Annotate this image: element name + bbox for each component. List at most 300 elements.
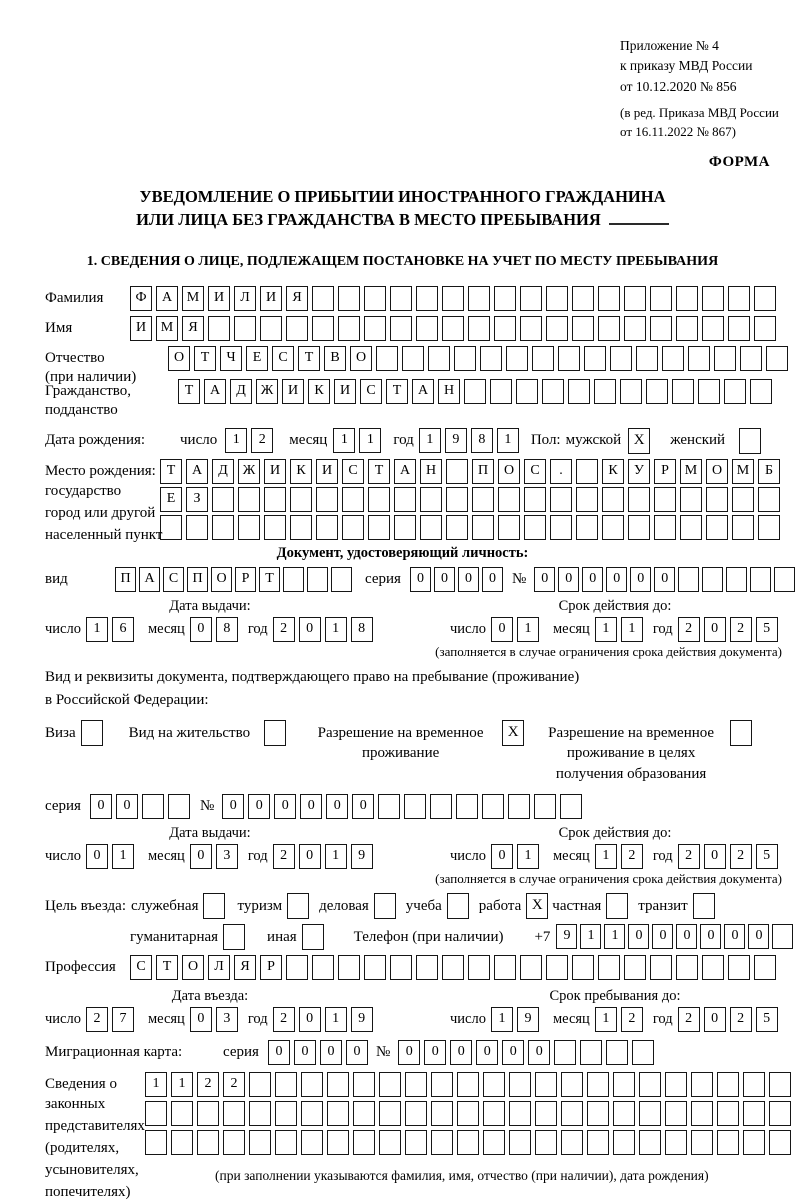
char-cell[interactable] bbox=[672, 379, 694, 404]
char-cell[interactable] bbox=[186, 515, 208, 540]
char-cell[interactable] bbox=[494, 955, 516, 980]
char-cell[interactable] bbox=[613, 1130, 635, 1155]
char-cell[interactable] bbox=[454, 346, 476, 371]
char-cell[interactable]: 2 bbox=[197, 1072, 219, 1097]
char-cell[interactable] bbox=[238, 487, 260, 512]
char-cell[interactable]: С bbox=[163, 567, 184, 592]
char-cell[interactable] bbox=[431, 1130, 453, 1155]
char-cell[interactable] bbox=[665, 1101, 687, 1126]
char-cell[interactable] bbox=[353, 1101, 375, 1126]
char-cell[interactable] bbox=[327, 1101, 349, 1126]
char-cell[interactable] bbox=[665, 1130, 687, 1155]
char-cell[interactable]: 2 bbox=[730, 1007, 752, 1032]
char-cell[interactable] bbox=[238, 515, 260, 540]
char-cell[interactable] bbox=[490, 379, 512, 404]
char-cell[interactable] bbox=[456, 794, 478, 819]
char-cell[interactable]: 0 bbox=[86, 844, 108, 869]
char-cell[interactable] bbox=[572, 286, 594, 311]
char-cell[interactable]: 0 bbox=[410, 567, 431, 592]
char-cell[interactable] bbox=[234, 316, 256, 341]
char-cell[interactable] bbox=[602, 515, 624, 540]
char-cell[interactable]: 0 bbox=[190, 1007, 212, 1032]
char-cell[interactable]: 1 bbox=[419, 428, 441, 453]
char-cell[interactable]: 0 bbox=[748, 924, 769, 949]
char-cell[interactable] bbox=[342, 515, 364, 540]
char-cell[interactable] bbox=[431, 1072, 453, 1097]
char-cell[interactable] bbox=[420, 487, 442, 512]
char-cell[interactable]: 0 bbox=[398, 1040, 420, 1065]
char-cell[interactable] bbox=[390, 316, 412, 341]
char-cell[interactable] bbox=[624, 286, 646, 311]
char-cell[interactable] bbox=[483, 1072, 505, 1097]
char-cell[interactable]: С bbox=[524, 459, 546, 484]
char-cell[interactable] bbox=[480, 346, 502, 371]
char-cell[interactable] bbox=[561, 1130, 583, 1155]
char-cell[interactable] bbox=[628, 515, 650, 540]
char-cell[interactable] bbox=[208, 316, 230, 341]
char-cell[interactable] bbox=[743, 1130, 765, 1155]
char-cell[interactable] bbox=[676, 316, 698, 341]
char-cell[interactable] bbox=[646, 379, 668, 404]
char-cell[interactable] bbox=[576, 515, 598, 540]
char-cell[interactable] bbox=[457, 1101, 479, 1126]
char-cell[interactable]: 0 bbox=[630, 567, 651, 592]
char-cell[interactable] bbox=[772, 924, 793, 949]
char-cell[interactable]: 0 bbox=[424, 1040, 446, 1065]
char-cell[interactable] bbox=[594, 379, 616, 404]
char-cell[interactable] bbox=[353, 1072, 375, 1097]
char-cell[interactable] bbox=[168, 794, 190, 819]
char-cell[interactable] bbox=[534, 794, 556, 819]
char-cell[interactable] bbox=[472, 515, 494, 540]
char-cell[interactable]: П bbox=[187, 567, 208, 592]
char-cell[interactable]: 1 bbox=[595, 844, 617, 869]
char-cell[interactable]: 0 bbox=[724, 924, 745, 949]
char-cell[interactable] bbox=[561, 1072, 583, 1097]
char-cell[interactable] bbox=[680, 487, 702, 512]
char-cell[interactable]: 0 bbox=[326, 794, 348, 819]
char-cell[interactable]: И bbox=[208, 286, 230, 311]
char-cell[interactable] bbox=[602, 487, 624, 512]
char-cell[interactable]: О bbox=[168, 346, 190, 371]
char-cell[interactable] bbox=[457, 1130, 479, 1155]
char-cell[interactable]: 2 bbox=[730, 617, 752, 642]
char-cell[interactable] bbox=[650, 286, 672, 311]
char-cell[interactable] bbox=[264, 487, 286, 512]
char-cell[interactable]: 9 bbox=[517, 1007, 539, 1032]
char-cell[interactable]: 2 bbox=[223, 1072, 245, 1097]
char-cell[interactable] bbox=[717, 1101, 739, 1126]
char-cell[interactable] bbox=[290, 487, 312, 512]
char-cell[interactable]: 0 bbox=[652, 924, 673, 949]
char-cell[interactable] bbox=[568, 379, 590, 404]
char-cell[interactable] bbox=[535, 1101, 557, 1126]
char-cell[interactable]: 6 bbox=[112, 617, 134, 642]
char-cell[interactable] bbox=[613, 1101, 635, 1126]
char-cell[interactable]: 1 bbox=[580, 924, 601, 949]
char-cell[interactable] bbox=[506, 346, 528, 371]
char-cell[interactable] bbox=[301, 1130, 323, 1155]
char-cell[interactable]: Т bbox=[368, 459, 390, 484]
char-cell[interactable]: 0 bbox=[676, 924, 697, 949]
char-cell[interactable] bbox=[740, 346, 762, 371]
char-cell[interactable]: К bbox=[290, 459, 312, 484]
char-cell[interactable] bbox=[702, 567, 723, 592]
char-cell[interactable] bbox=[468, 286, 490, 311]
char-cell[interactable] bbox=[726, 567, 747, 592]
char-cell[interactable]: И bbox=[264, 459, 286, 484]
visa-checkbox[interactable] bbox=[81, 720, 103, 746]
char-cell[interactable] bbox=[442, 316, 464, 341]
char-cell[interactable] bbox=[516, 379, 538, 404]
char-cell[interactable] bbox=[743, 1101, 765, 1126]
purpose-study-checkbox[interactable] bbox=[447, 893, 469, 919]
sex-male-checkbox[interactable]: X bbox=[628, 428, 650, 454]
char-cell[interactable] bbox=[275, 1130, 297, 1155]
char-cell[interactable] bbox=[639, 1072, 661, 1097]
char-cell[interactable] bbox=[394, 487, 416, 512]
char-cell[interactable] bbox=[758, 487, 780, 512]
char-cell[interactable]: 0 bbox=[190, 844, 212, 869]
char-cell[interactable] bbox=[307, 567, 328, 592]
char-cell[interactable]: 0 bbox=[274, 794, 296, 819]
char-cell[interactable]: 0 bbox=[704, 844, 726, 869]
char-cell[interactable] bbox=[364, 286, 386, 311]
char-cell[interactable] bbox=[342, 487, 364, 512]
char-cell[interactable] bbox=[587, 1072, 609, 1097]
char-cell[interactable] bbox=[464, 379, 486, 404]
char-cell[interactable] bbox=[197, 1130, 219, 1155]
char-cell[interactable]: 0 bbox=[268, 1040, 290, 1065]
char-cell[interactable] bbox=[691, 1101, 713, 1126]
char-cell[interactable]: 3 bbox=[216, 844, 238, 869]
char-cell[interactable]: 1 bbox=[325, 844, 347, 869]
char-cell[interactable] bbox=[598, 316, 620, 341]
char-cell[interactable] bbox=[446, 459, 468, 484]
char-cell[interactable]: К bbox=[308, 379, 330, 404]
char-cell[interactable] bbox=[264, 515, 286, 540]
char-cell[interactable]: 1 bbox=[145, 1072, 167, 1097]
char-cell[interactable] bbox=[379, 1101, 401, 1126]
char-cell[interactable]: 2 bbox=[678, 617, 700, 642]
char-cell[interactable] bbox=[688, 346, 710, 371]
char-cell[interactable] bbox=[702, 286, 724, 311]
char-cell[interactable]: 2 bbox=[273, 1007, 295, 1032]
char-cell[interactable] bbox=[750, 567, 771, 592]
char-cell[interactable]: 0 bbox=[299, 617, 321, 642]
char-cell[interactable] bbox=[212, 487, 234, 512]
char-cell[interactable] bbox=[494, 316, 516, 341]
char-cell[interactable]: 0 bbox=[90, 794, 112, 819]
char-cell[interactable] bbox=[706, 515, 728, 540]
char-cell[interactable] bbox=[286, 955, 308, 980]
char-cell[interactable] bbox=[171, 1101, 193, 1126]
char-cell[interactable]: 0 bbox=[700, 924, 721, 949]
char-cell[interactable]: 1 bbox=[621, 617, 643, 642]
char-cell[interactable]: М bbox=[680, 459, 702, 484]
char-cell[interactable] bbox=[624, 316, 646, 341]
char-cell[interactable]: О bbox=[706, 459, 728, 484]
char-cell[interactable] bbox=[554, 1040, 576, 1065]
char-cell[interactable] bbox=[472, 487, 494, 512]
char-cell[interactable] bbox=[654, 487, 676, 512]
char-cell[interactable]: 0 bbox=[352, 794, 374, 819]
char-cell[interactable]: Т bbox=[259, 567, 280, 592]
char-cell[interactable]: И bbox=[316, 459, 338, 484]
char-cell[interactable] bbox=[331, 567, 352, 592]
char-cell[interactable] bbox=[598, 286, 620, 311]
char-cell[interactable] bbox=[249, 1072, 271, 1097]
char-cell[interactable]: А bbox=[204, 379, 226, 404]
char-cell[interactable]: Р bbox=[260, 955, 282, 980]
char-cell[interactable]: 0 bbox=[482, 567, 503, 592]
char-cell[interactable] bbox=[606, 1040, 628, 1065]
char-cell[interactable]: С bbox=[360, 379, 382, 404]
char-cell[interactable] bbox=[717, 1130, 739, 1155]
char-cell[interactable] bbox=[639, 1101, 661, 1126]
char-cell[interactable] bbox=[223, 1130, 245, 1155]
char-cell[interactable] bbox=[368, 515, 390, 540]
char-cell[interactable] bbox=[520, 955, 542, 980]
char-cell[interactable] bbox=[754, 955, 776, 980]
char-cell[interactable]: 0 bbox=[248, 794, 270, 819]
char-cell[interactable] bbox=[275, 1101, 297, 1126]
char-cell[interactable]: 0 bbox=[491, 617, 513, 642]
char-cell[interactable] bbox=[316, 487, 338, 512]
char-cell[interactable]: Д bbox=[212, 459, 234, 484]
char-cell[interactable]: 2 bbox=[273, 844, 295, 869]
char-cell[interactable] bbox=[404, 794, 426, 819]
char-cell[interactable] bbox=[546, 316, 568, 341]
char-cell[interactable] bbox=[416, 286, 438, 311]
char-cell[interactable] bbox=[691, 1130, 713, 1155]
char-cell[interactable] bbox=[542, 379, 564, 404]
char-cell[interactable]: Л bbox=[234, 286, 256, 311]
char-cell[interactable] bbox=[171, 1130, 193, 1155]
char-cell[interactable] bbox=[301, 1101, 323, 1126]
char-cell[interactable]: 9 bbox=[445, 428, 467, 453]
char-cell[interactable] bbox=[754, 316, 776, 341]
char-cell[interactable] bbox=[390, 955, 412, 980]
char-cell[interactable] bbox=[676, 955, 698, 980]
char-cell[interactable] bbox=[576, 459, 598, 484]
char-cell[interactable] bbox=[766, 346, 788, 371]
char-cell[interactable] bbox=[509, 1130, 531, 1155]
char-cell[interactable] bbox=[662, 346, 684, 371]
char-cell[interactable]: 5 bbox=[756, 1007, 778, 1032]
char-cell[interactable] bbox=[632, 1040, 654, 1065]
char-cell[interactable] bbox=[610, 346, 632, 371]
char-cell[interactable] bbox=[714, 346, 736, 371]
char-cell[interactable]: 1 bbox=[604, 924, 625, 949]
char-cell[interactable]: 0 bbox=[222, 794, 244, 819]
char-cell[interactable] bbox=[769, 1072, 791, 1097]
char-cell[interactable]: З bbox=[186, 487, 208, 512]
char-cell[interactable]: Н bbox=[420, 459, 442, 484]
purpose-official-checkbox[interactable] bbox=[203, 893, 225, 919]
char-cell[interactable]: М bbox=[732, 459, 754, 484]
char-cell[interactable]: А bbox=[394, 459, 416, 484]
char-cell[interactable]: М bbox=[156, 316, 178, 341]
char-cell[interactable]: П bbox=[472, 459, 494, 484]
char-cell[interactable]: 9 bbox=[351, 844, 373, 869]
char-cell[interactable] bbox=[416, 316, 438, 341]
char-cell[interactable]: Р bbox=[235, 567, 256, 592]
char-cell[interactable]: 1 bbox=[86, 617, 108, 642]
char-cell[interactable] bbox=[650, 955, 672, 980]
char-cell[interactable] bbox=[628, 487, 650, 512]
char-cell[interactable] bbox=[580, 1040, 602, 1065]
char-cell[interactable]: 0 bbox=[704, 1007, 726, 1032]
char-cell[interactable] bbox=[498, 515, 520, 540]
char-cell[interactable] bbox=[364, 955, 386, 980]
char-cell[interactable] bbox=[312, 955, 334, 980]
char-cell[interactable]: А bbox=[412, 379, 434, 404]
char-cell[interactable]: 0 bbox=[458, 567, 479, 592]
char-cell[interactable]: Л bbox=[208, 955, 230, 980]
char-cell[interactable]: 0 bbox=[606, 567, 627, 592]
char-cell[interactable]: 1 bbox=[497, 428, 519, 453]
char-cell[interactable] bbox=[223, 1101, 245, 1126]
sex-female-checkbox[interactable] bbox=[739, 428, 761, 454]
char-cell[interactable]: 1 bbox=[595, 617, 617, 642]
char-cell[interactable]: 1 bbox=[333, 428, 355, 453]
char-cell[interactable]: Ж bbox=[238, 459, 260, 484]
char-cell[interactable] bbox=[702, 955, 724, 980]
char-cell[interactable] bbox=[364, 316, 386, 341]
char-cell[interactable]: 1 bbox=[171, 1072, 193, 1097]
char-cell[interactable] bbox=[550, 515, 572, 540]
char-cell[interactable] bbox=[431, 1101, 453, 1126]
char-cell[interactable]: 0 bbox=[534, 567, 555, 592]
char-cell[interactable] bbox=[743, 1072, 765, 1097]
char-cell[interactable] bbox=[572, 316, 594, 341]
char-cell[interactable] bbox=[706, 487, 728, 512]
char-cell[interactable]: 1 bbox=[359, 428, 381, 453]
char-cell[interactable] bbox=[535, 1072, 557, 1097]
char-cell[interactable] bbox=[416, 955, 438, 980]
char-cell[interactable] bbox=[316, 515, 338, 540]
char-cell[interactable]: 2 bbox=[678, 1007, 700, 1032]
char-cell[interactable] bbox=[142, 794, 164, 819]
char-cell[interactable] bbox=[249, 1130, 271, 1155]
char-cell[interactable] bbox=[650, 316, 672, 341]
char-cell[interactable]: 2 bbox=[251, 428, 273, 453]
char-cell[interactable] bbox=[420, 515, 442, 540]
char-cell[interactable] bbox=[732, 515, 754, 540]
char-cell[interactable] bbox=[212, 515, 234, 540]
char-cell[interactable]: 0 bbox=[346, 1040, 368, 1065]
char-cell[interactable] bbox=[613, 1072, 635, 1097]
char-cell[interactable]: 0 bbox=[654, 567, 675, 592]
char-cell[interactable]: 1 bbox=[595, 1007, 617, 1032]
char-cell[interactable] bbox=[624, 955, 646, 980]
purpose-transit-checkbox[interactable] bbox=[693, 893, 715, 919]
char-cell[interactable]: 9 bbox=[351, 1007, 373, 1032]
char-cell[interactable] bbox=[576, 487, 598, 512]
char-cell[interactable] bbox=[283, 567, 304, 592]
char-cell[interactable] bbox=[312, 286, 334, 311]
char-cell[interactable] bbox=[145, 1130, 167, 1155]
char-cell[interactable]: И bbox=[282, 379, 304, 404]
char-cell[interactable]: Т bbox=[386, 379, 408, 404]
char-cell[interactable]: А bbox=[156, 286, 178, 311]
char-cell[interactable] bbox=[327, 1072, 349, 1097]
char-cell[interactable]: Ф bbox=[130, 286, 152, 311]
char-cell[interactable] bbox=[532, 346, 554, 371]
char-cell[interactable]: 2 bbox=[730, 844, 752, 869]
char-cell[interactable] bbox=[520, 286, 542, 311]
char-cell[interactable]: 0 bbox=[294, 1040, 316, 1065]
purpose-business-checkbox[interactable] bbox=[374, 893, 396, 919]
temp-residence-education-checkbox[interactable] bbox=[730, 720, 752, 746]
char-cell[interactable] bbox=[390, 286, 412, 311]
char-cell[interactable]: 0 bbox=[528, 1040, 550, 1065]
char-cell[interactable]: К bbox=[602, 459, 624, 484]
char-cell[interactable] bbox=[774, 567, 795, 592]
char-cell[interactable]: Я bbox=[286, 286, 308, 311]
purpose-work-checkbox[interactable]: X bbox=[526, 893, 548, 919]
char-cell[interactable]: 1 bbox=[517, 844, 539, 869]
char-cell[interactable] bbox=[587, 1130, 609, 1155]
char-cell[interactable] bbox=[428, 346, 450, 371]
char-cell[interactable]: А bbox=[186, 459, 208, 484]
char-cell[interactable] bbox=[430, 794, 452, 819]
char-cell[interactable] bbox=[750, 379, 772, 404]
char-cell[interactable] bbox=[457, 1072, 479, 1097]
char-cell[interactable]: Т bbox=[178, 379, 200, 404]
char-cell[interactable] bbox=[483, 1101, 505, 1126]
char-cell[interactable] bbox=[260, 316, 282, 341]
char-cell[interactable]: А bbox=[139, 567, 160, 592]
char-cell[interactable] bbox=[758, 515, 780, 540]
char-cell[interactable]: . bbox=[550, 459, 572, 484]
char-cell[interactable] bbox=[286, 316, 308, 341]
char-cell[interactable] bbox=[508, 794, 530, 819]
char-cell[interactable] bbox=[290, 515, 312, 540]
char-cell[interactable] bbox=[639, 1130, 661, 1155]
char-cell[interactable] bbox=[145, 1101, 167, 1126]
char-cell[interactable] bbox=[546, 955, 568, 980]
char-cell[interactable] bbox=[468, 316, 490, 341]
char-cell[interactable] bbox=[482, 794, 504, 819]
char-cell[interactable]: У bbox=[628, 459, 650, 484]
char-cell[interactable] bbox=[524, 487, 546, 512]
char-cell[interactable]: С bbox=[130, 955, 152, 980]
char-cell[interactable]: 1 bbox=[491, 1007, 513, 1032]
char-cell[interactable]: 0 bbox=[628, 924, 649, 949]
char-cell[interactable] bbox=[691, 1072, 713, 1097]
char-cell[interactable] bbox=[754, 286, 776, 311]
char-cell[interactable]: И bbox=[260, 286, 282, 311]
char-cell[interactable] bbox=[353, 1130, 375, 1155]
char-cell[interactable]: С bbox=[342, 459, 364, 484]
char-cell[interactable] bbox=[698, 379, 720, 404]
char-cell[interactable] bbox=[636, 346, 658, 371]
char-cell[interactable]: Р bbox=[654, 459, 676, 484]
char-cell[interactable] bbox=[678, 567, 699, 592]
char-cell[interactable]: Т bbox=[160, 459, 182, 484]
char-cell[interactable] bbox=[676, 286, 698, 311]
char-cell[interactable] bbox=[338, 316, 360, 341]
purpose-other-checkbox[interactable] bbox=[302, 924, 324, 950]
char-cell[interactable]: Я bbox=[182, 316, 204, 341]
char-cell[interactable]: Е bbox=[246, 346, 268, 371]
char-cell[interactable] bbox=[560, 794, 582, 819]
char-cell[interactable] bbox=[584, 346, 606, 371]
char-cell[interactable]: 0 bbox=[434, 567, 455, 592]
char-cell[interactable] bbox=[558, 346, 580, 371]
